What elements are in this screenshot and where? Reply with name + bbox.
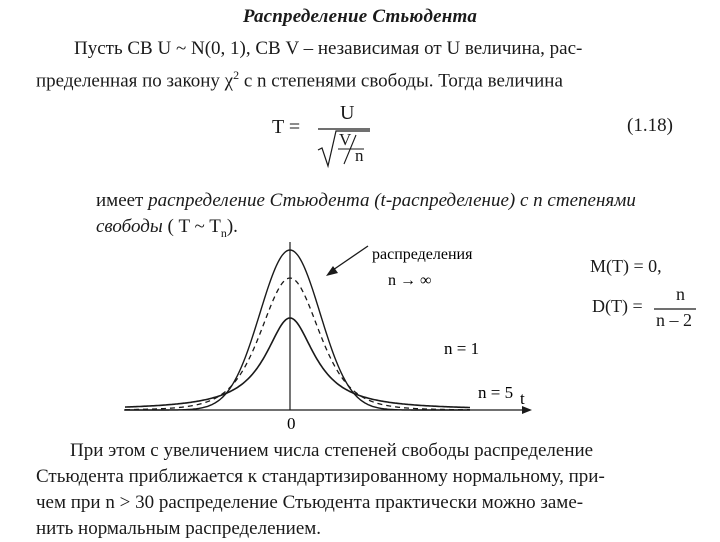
curve-n1: [125, 318, 470, 408]
x-axis-label: t: [520, 389, 525, 408]
series-label-n5: n = 5: [478, 383, 514, 402]
t-subscript: n: [220, 225, 227, 240]
mean-formula: M(T) = 0,: [590, 256, 662, 276]
def-text-italic-2: свободы: [96, 216, 163, 237]
formula-lhs: T =: [272, 116, 301, 138]
formula-denominator-n: n: [355, 146, 364, 165]
annotation-arrow: [330, 246, 368, 272]
formula-fraction-bars: [270, 104, 400, 170]
annotation-label-2: n → ∞: [388, 272, 432, 289]
paragraph-definition-line1: [96, 188, 636, 214]
def-text-c: ).: [226, 216, 238, 237]
variance-numerator: n: [676, 284, 685, 304]
variance-denominator: n – 2: [656, 310, 692, 330]
formula-t-definition: [270, 104, 400, 170]
paragraph-conclusion-line4: нить нормальным распределением.: [36, 518, 322, 539]
intro-text-b: с n степенями свободы. Тогда величина: [239, 70, 563, 92]
paragraph-conclusion-line3: чем при n > 30 распределение Стьюдента практически можно заме-: [36, 492, 584, 513]
paragraph-intro-line1: Пусть СВ U ~ N(0, 1), СВ V – независимая от U величина, рас-: [74, 38, 583, 59]
formula-denominator-v: V: [339, 130, 352, 149]
def-text-italic: распределение Стьюдента (t-распределение) с n степенями: [148, 190, 636, 211]
intro-text-a: пределенная по закону χ: [36, 70, 234, 92]
annotation-label-1: распределения: [372, 246, 473, 263]
def-text-b: ( T ~ T: [162, 216, 221, 237]
def-text-a: имеет: [96, 190, 149, 211]
paragraph-conclusion-line1: При этом с увеличением числа степеней свободы распределение: [70, 440, 594, 461]
variance-formula: [592, 284, 702, 334]
formula-numerator: U: [340, 102, 355, 124]
paragraph-conclusion-line2: Стьюдента приближается к стандартизированному нормальному, при-: [36, 466, 605, 487]
origin-label: 0: [287, 414, 296, 432]
variance-lhs: D(T) =: [592, 296, 643, 316]
curve-n5: [125, 278, 470, 410]
paragraph-intro-line2: [36, 62, 563, 94]
series-label-n1: n = 1: [444, 339, 480, 358]
chi-square-exponent: 2: [233, 68, 240, 82]
equation-number: (1.18): [627, 115, 673, 136]
section-title: Распределение Стьюдента: [242, 6, 478, 27]
